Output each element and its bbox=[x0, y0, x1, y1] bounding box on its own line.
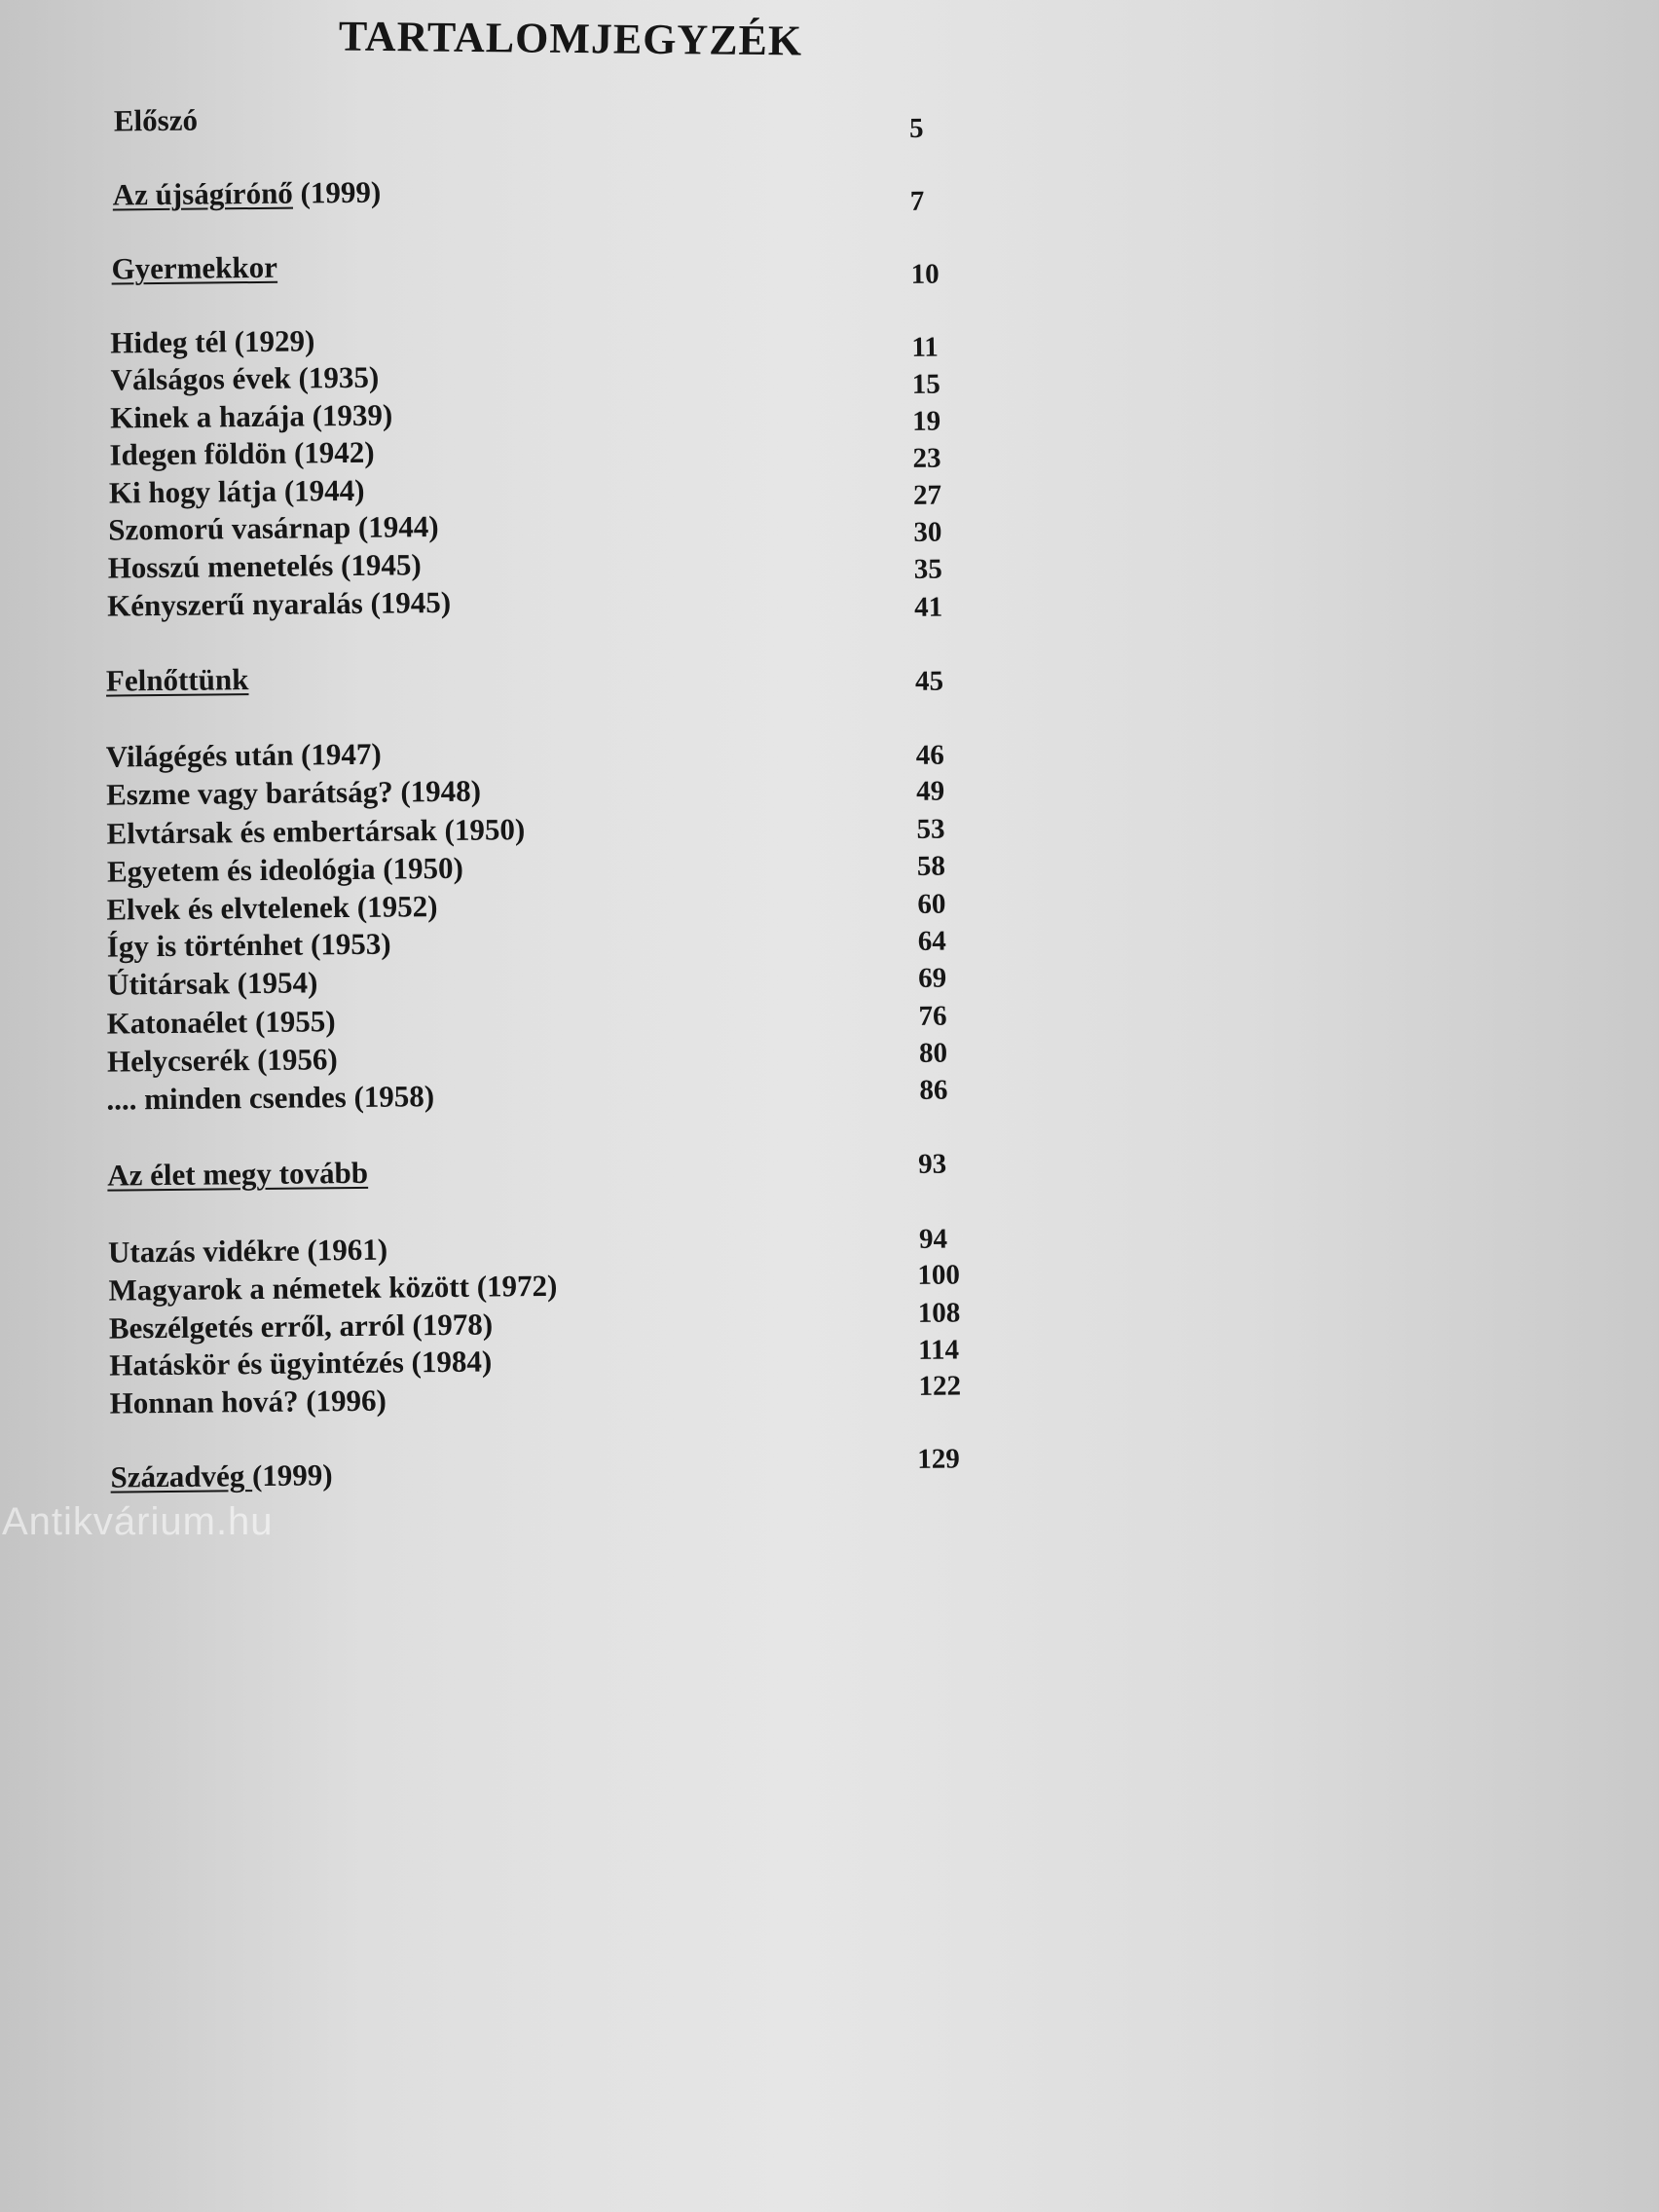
toc-page-szazadveg: 129 bbox=[917, 1443, 961, 1475]
toc-entry-igy-is: Így is történhet (1953) bbox=[106, 926, 391, 964]
toc-page-eszme-vagy-baratsag: 49 bbox=[915, 775, 945, 807]
toc-entry-valsagos-evek: Válságos évek (1935) bbox=[110, 359, 380, 397]
toc-title: Az élet megy tovább bbox=[107, 1155, 369, 1193]
toc-entry-honnan-hova: Honnan hová? (1996) bbox=[109, 1382, 387, 1420]
toc-title: Századvég bbox=[110, 1458, 253, 1494]
toc-page-magyarok: 100 bbox=[917, 1259, 961, 1291]
toc-page-hosszu-meneteles: 35 bbox=[913, 553, 942, 585]
toc-entry-ki-hogy-latja: Ki hogy látja (1944) bbox=[108, 472, 365, 510]
toc-title: Az újságírónő bbox=[112, 175, 294, 212]
toc-entry-idegen-foldon: Idegen földön (1942) bbox=[109, 434, 375, 472]
toc-entry-ujsagirono bbox=[112, 174, 382, 212]
toc-page-vilagegés-utan: 46 bbox=[915, 739, 944, 771]
toc-year: (1999) bbox=[292, 174, 382, 210]
toc-page-ki-hogy-latja: 27 bbox=[912, 479, 942, 511]
toc-entry-hosszu-meneteles: Hosszú menetelés (1945) bbox=[107, 547, 422, 585]
toc-section-szazadveg bbox=[110, 1459, 332, 1492]
toc-page-ujsagirono: 7 bbox=[909, 185, 925, 217]
watermark: Antikvárium.hu bbox=[2, 1500, 274, 1543]
page-title: TARTALOMJEGYZÉK bbox=[338, 12, 803, 65]
toc-entry-magyarok: Magyarok a németek között (1972) bbox=[108, 1268, 558, 1308]
toc-section-gyermekkor bbox=[111, 249, 278, 286]
toc-entry-eszme-vagy-baratsag: Eszme vagy barátság? (1948) bbox=[105, 773, 482, 812]
toc-page-minden-csendes: 86 bbox=[919, 1074, 948, 1106]
toc-entry-kinek-a-hazaja: Kinek a hazája (1939) bbox=[109, 397, 393, 435]
toc-page-hataskor: 114 bbox=[918, 1334, 960, 1366]
toc-entry-vilagegés-utan: Világégés után (1947) bbox=[105, 736, 382, 774]
toc-page-igy-is: 64 bbox=[917, 925, 946, 957]
toc-title: Gyermekkor bbox=[111, 249, 278, 286]
toc-entry-egyetem: Egyetem és ideológia (1950) bbox=[106, 850, 464, 889]
toc-entry-beszelgetes: Beszélgetés erről, arról (1978) bbox=[108, 1307, 494, 1346]
toc-page-kinek-a-hazaja: 19 bbox=[912, 405, 941, 437]
toc-page-valsagos-evek: 15 bbox=[911, 368, 940, 400]
toc-page-idegen-foldon: 23 bbox=[912, 442, 941, 474]
toc-entry-elvtarsak: Elvtársak és embertársak (1950) bbox=[106, 812, 526, 851]
toc-page-utitarsak: 69 bbox=[917, 962, 947, 994]
toc-page-eloszo: 5 bbox=[908, 112, 924, 144]
toc-entry-eloszo bbox=[113, 102, 199, 138]
toc-entry-kenyszeru-nyaralas: Kényszerű nyaralás (1945) bbox=[106, 584, 452, 623]
toc-page-szomoru-vasarnap: 30 bbox=[913, 516, 942, 548]
toc-page-elvek: 60 bbox=[917, 888, 946, 920]
toc-entry-hideg-tel: Hideg tél (1929) bbox=[110, 323, 315, 360]
toc-title: Felnőttünk bbox=[105, 662, 249, 698]
toc-page-honnan-hova: 122 bbox=[918, 1370, 962, 1402]
toc-entry-elvek: Elvek és elvtelenek (1952) bbox=[106, 889, 438, 927]
toc-page-az-elet-megy: 93 bbox=[917, 1148, 947, 1180]
toc-entry-minden-csendes: .... minden csendes (1958) bbox=[106, 1079, 435, 1117]
toc-page-helycserek: 80 bbox=[918, 1037, 948, 1069]
toc-page-beszelgetes: 108 bbox=[917, 1297, 961, 1329]
toc-title: Előszó bbox=[113, 102, 199, 138]
toc-entry-helycserek: Helycserék (1956) bbox=[106, 1042, 338, 1079]
toc-page-elvtarsak: 53 bbox=[916, 813, 945, 845]
toc-entry-hataskor: Hatáskör és ügyintézés (1984) bbox=[109, 1344, 493, 1382]
document-page bbox=[0, 0, 1145, 1543]
toc-entry-utitarsak: Útitársak (1954) bbox=[107, 965, 318, 1002]
toc-entry-katonaelet: Katonaélet (1955) bbox=[106, 1004, 336, 1041]
toc-page-utazas: 94 bbox=[918, 1223, 948, 1255]
toc-page-felnottunk: 45 bbox=[914, 665, 944, 697]
toc-entry-szomoru-vasarnap: Szomorú vasárnap (1944) bbox=[108, 509, 439, 547]
toc-page-hideg-tel: 11 bbox=[911, 331, 939, 363]
toc-section-felnottunk bbox=[106, 664, 249, 696]
toc-page-gyermekkor: 10 bbox=[910, 258, 940, 290]
toc-page-egyetem: 58 bbox=[916, 850, 946, 882]
toc-year: (1999) bbox=[251, 1457, 333, 1493]
toc-page-kenyszeru-nyaralas: 41 bbox=[914, 591, 943, 623]
toc-entry-utazas: Utazás vidékre (1961) bbox=[107, 1232, 388, 1270]
toc-section-az-elet-megy bbox=[107, 1155, 369, 1193]
table-of-contents bbox=[0, 0, 1153, 1532]
toc-page-katonaelet: 76 bbox=[918, 1000, 947, 1032]
